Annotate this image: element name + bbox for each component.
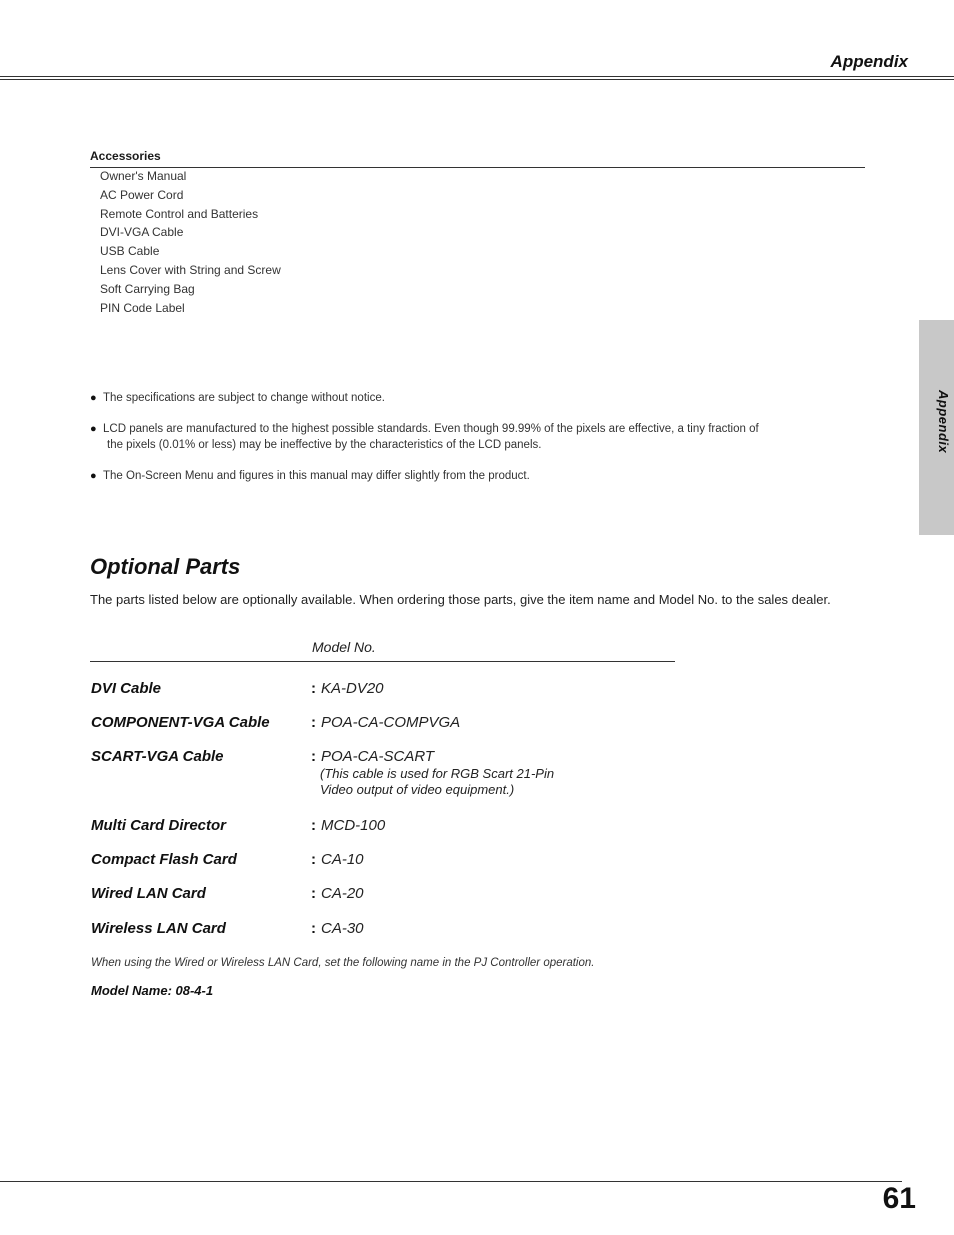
parts-table-rule (90, 661, 675, 662)
note-text: LCD panels are manufactured to the highest possible standards. Even though 99.99% of the pixels are effective, a tiny fraction of (103, 423, 759, 435)
part-name: Wired LAN Card (91, 885, 206, 902)
part-separator: : (311, 920, 316, 937)
accessory-item: Soft Carrying Bag (100, 281, 195, 296)
part-separator: : (311, 817, 316, 834)
header-rule-bottom (0, 79, 954, 80)
part-separator: : (311, 885, 316, 902)
part-model: POA-CA-SCART (321, 748, 435, 765)
part-model: CA-10 (321, 851, 364, 868)
part-note: Video output of video equipment.) (320, 782, 515, 797)
note-specifications (90, 390, 385, 406)
part-model: KA-DV20 (321, 680, 384, 697)
accessories-list (100, 168, 281, 318)
note-text: The specifications are subject to change without notice. (103, 392, 385, 404)
part-model: POA-CA-COMPVGA (321, 714, 461, 731)
accessory-item: AC Power Cord (100, 187, 184, 202)
header-rule-top (0, 76, 954, 77)
bullet-icon: ● (90, 470, 97, 482)
accessory-item: Remote Control and Batteries (100, 206, 259, 221)
model-name: Model Name: 08-4-1 (91, 983, 214, 998)
accessory-item: USB Cable (100, 244, 160, 259)
note-text: The On-Screen Menu and figures in this manual may differ slightly from the product. (103, 470, 530, 482)
footer-rule (0, 1181, 902, 1182)
bullet-icon: ● (90, 423, 97, 435)
accessory-item: DVI-VGA Cable (100, 225, 184, 240)
note-lcd-panels (90, 421, 847, 453)
note-text-continued: the pixels (0.01% or less) may be ineffective by the characteristics of the LCD panels. (107, 439, 542, 451)
note-on-screen-menu (90, 468, 530, 484)
accessory-item: Lens Cover with String and Screw (100, 262, 281, 277)
side-tab-label: Appendix (936, 390, 951, 454)
optional-parts-title: Optional Parts (90, 554, 241, 579)
part-model: CA-20 (321, 885, 364, 902)
part-name: DVI Cable (91, 680, 162, 697)
part-name: COMPONENT-VGA Cable (91, 714, 270, 731)
part-model: MCD-100 (321, 817, 386, 834)
accessory-item: Owner's Manual (100, 169, 187, 183)
accessory-item: PIN Code Label (100, 300, 185, 315)
part-separator: : (311, 748, 316, 765)
part-model: CA-30 (321, 920, 364, 937)
optional-parts-intro: The parts listed below are optionally available. When ordering those parts, give the item name and Model No. to the sales dealer. (90, 592, 831, 607)
part-separator: : (311, 680, 316, 697)
part-note: (This cable is used for RGB Scart 21-Pin (320, 766, 555, 781)
accessories-heading: Accessories (90, 149, 161, 163)
part-name: SCART-VGA Cable (91, 748, 224, 765)
page-number: 61 (882, 1182, 916, 1215)
part-name: Compact Flash Card (91, 851, 237, 868)
header-section-title: Appendix (830, 52, 908, 71)
model-no-header: Model No. (312, 639, 376, 655)
part-name: Multi Card Director (91, 817, 227, 834)
appendix-side-tab (919, 320, 954, 535)
part-name: Wireless LAN Card (91, 920, 226, 937)
part-separator: : (311, 851, 316, 868)
part-separator: : (311, 714, 316, 731)
bullet-icon: ● (90, 392, 97, 404)
lan-card-note: When using the Wired or Wireless LAN Card, set the following name in the PJ Controller operation. (91, 957, 595, 969)
